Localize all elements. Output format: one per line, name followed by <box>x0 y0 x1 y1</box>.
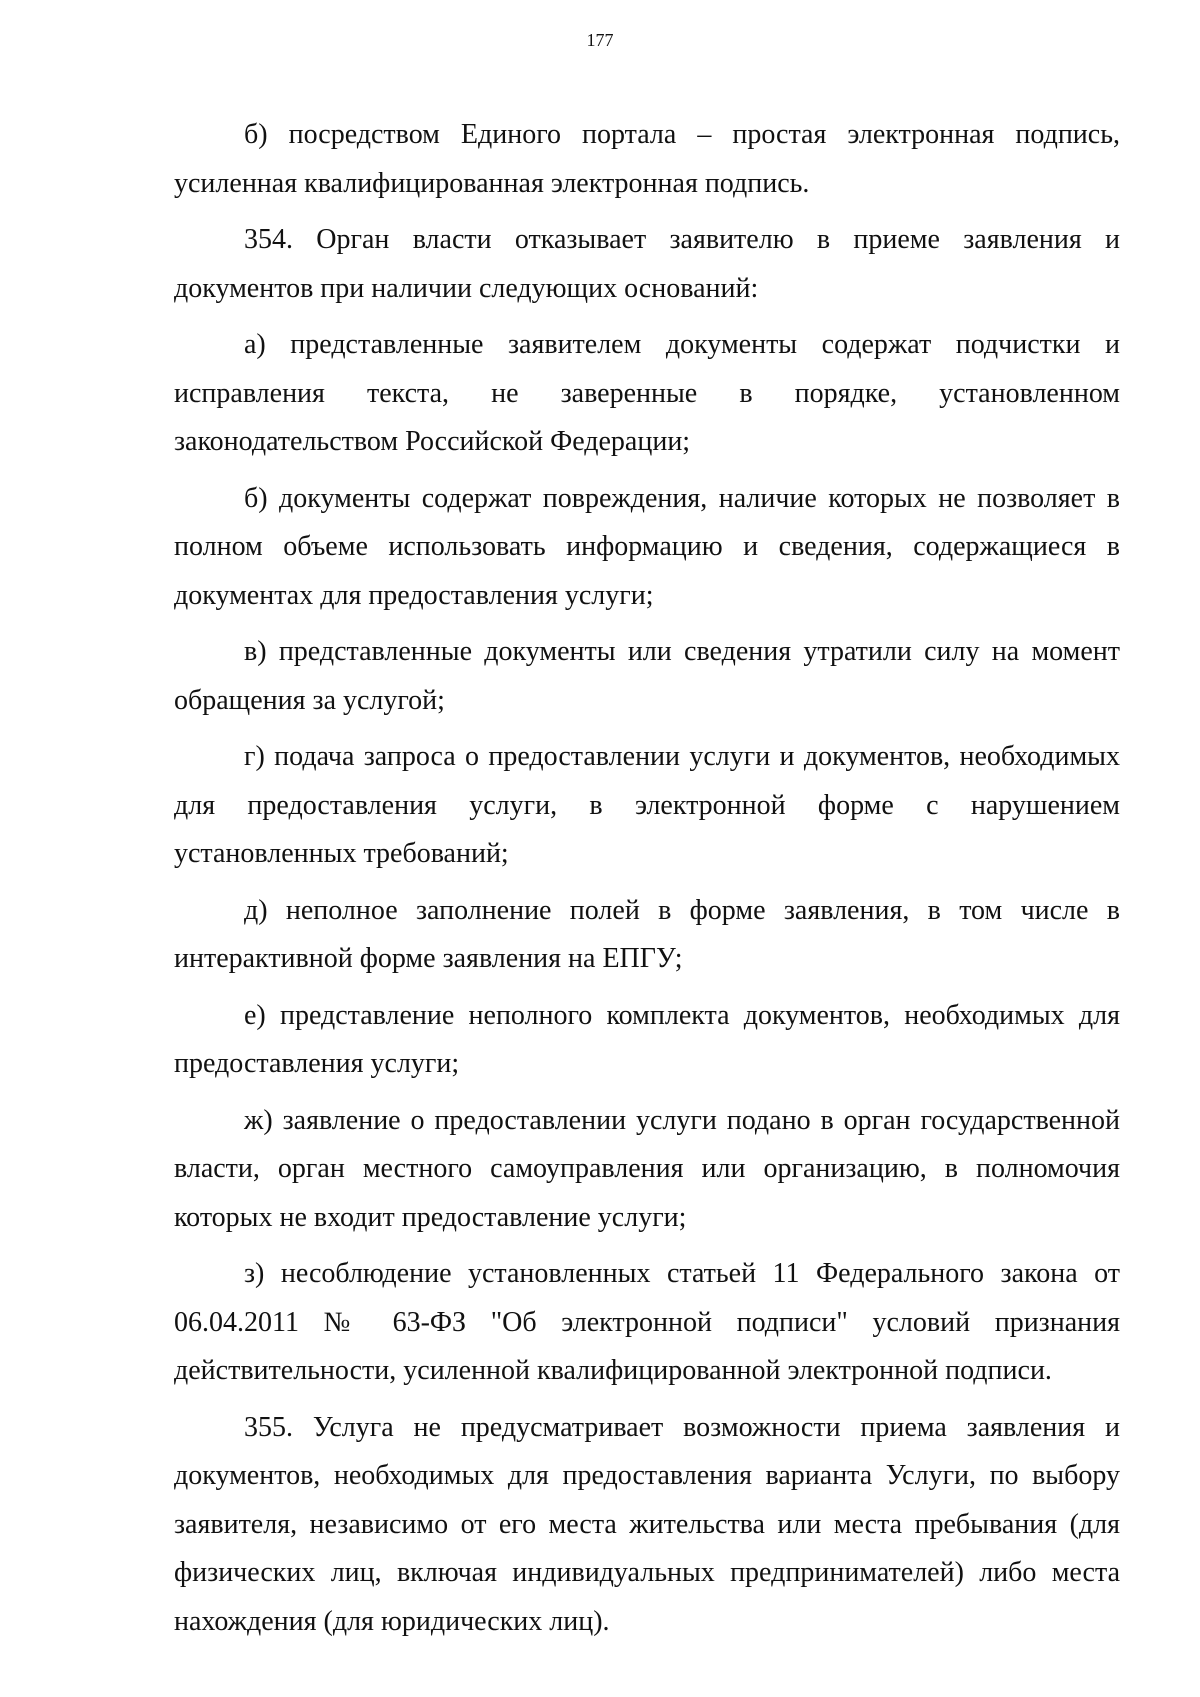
paragraph-354: 354. Орган власти отказывает заявителю в приеме заявления и документов при наличии следующих оснований: <box>174 224 1120 304</box>
paragraph-signature-option-b: б) посредством Единого портала – простая электронная подпись, усиленная квалифицированная электронная подпись. <box>174 119 1120 199</box>
paragraph-354-b: б) документы содержат повреждения, наличие которых не позволяет в полном объеме использовать информацию и сведения, содержащиеся в документах для предоставления услуги; <box>174 482 1120 611</box>
paragraph-354-v: в) представленные документы или сведения утратили силу на момент обращения за услугой; <box>174 636 1120 716</box>
page-number: 177 <box>586 30 614 50</box>
paragraph-354-e: е) представление неполного комплекта документов, необходимых для предоставления услуги; <box>174 999 1120 1079</box>
paragraph-354-z: з) несоблюдение установленных статьей 11 Федерального закона от 06.04.2011 № 63-ФЗ "Об электронной подписи" условий признания действительности, усиленной квалифицированной электронной подписи. <box>174 1258 1120 1386</box>
paragraph-354-a: а) представленные заявителем документы содержат подчистки и исправления текста, не заверенные в порядке, установленном законодательством Российской Федерации; <box>174 329 1120 457</box>
paragraph-354-g: г) подача запроса о предоставлении услуги и документов, необходимых для предоставления услуги, в электронной форме с нарушением установленных требований; <box>174 741 1120 869</box>
paragraph-354-zh: ж) заявление о предоставлении услуги подано в орган государственной власти, орган местного самоуправления или организацию, в полномочия которых не входит предоставление услуги; <box>174 1104 1120 1233</box>
paragraph-355: 355. Услуга не предусматривает возможности приема заявления и документов, необходимых для предоставления варианта Услуги, по выбору заявителя, независимо от его места жительства или места пребывания (для физических лиц, включая индивидуальных предпринимателей) либо места нахождения (для юридических лиц). <box>174 1411 1120 1637</box>
document-body <box>174 111 1120 1654</box>
paragraph-354-d: д) неполное заполнение полей в форме заявления, в том числе в интерактивной форме заявления на ЕПГУ; <box>174 894 1120 974</box>
